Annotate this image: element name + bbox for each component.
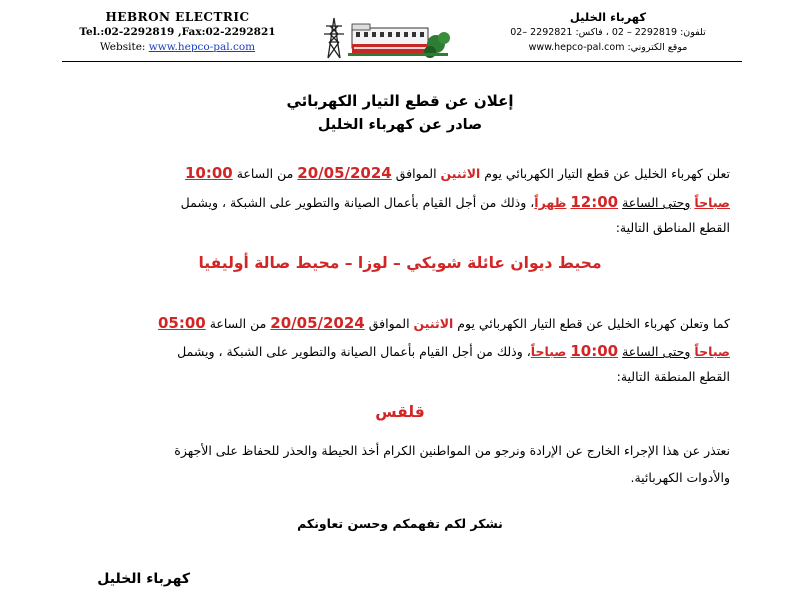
p2-mid: الموافق	[368, 316, 410, 331]
p1-until: وحتى الساعة	[622, 195, 691, 210]
p1-reason: ، وذلك من أجل القيام بأعمال الصيانة والتطوير على الشبكة ، ويشمل	[180, 195, 535, 210]
p2-intro: كما وتعلن كهرباء الخليل عن قطع التيار الكهربائي يوم	[457, 316, 730, 331]
p2-day: الاثنين	[413, 316, 454, 331]
p1-date: 20/05/2024	[297, 164, 392, 182]
notice-subtitle: صادر عن كهرباء الخليل	[317, 117, 483, 133]
p2-until: وحتى الساعة	[622, 344, 691, 359]
website-line-en	[70, 40, 285, 55]
p2-from: من الساعة	[209, 316, 267, 331]
p1-start-time: 10:00	[184, 164, 233, 182]
website-label-en: Website:	[99, 41, 146, 53]
thanks-line: نشكر لكم تفهمكم وحسن تعاونكم	[297, 516, 503, 531]
p2-areas: قلقس	[375, 403, 425, 421]
p2-date: 20/05/2024	[270, 314, 365, 332]
company-name-en: HEBRON ELECTRIC	[105, 10, 250, 24]
letterhead-divider	[62, 61, 742, 62]
website-line-ar	[478, 40, 738, 55]
contact-numbers-ar: تلفون: 2292819 – 02 ، فاكس: 2292821 –02	[510, 27, 706, 38]
signature: كهرباء الخليل	[97, 571, 190, 587]
website-label-ar: موقع الكتروني:	[627, 42, 688, 53]
p1-mid: الموافق	[395, 166, 437, 181]
p2-start-time: 05:00	[157, 314, 206, 332]
p1-start-period: صباحاً	[694, 195, 730, 210]
apology-line-1: نعتذر عن هذا الإجراء الخارج عن الإرادة ونرجو من المواطنين الكرام أخذ الحيطة والحذر للحفاظ على الأجهزة	[174, 443, 730, 458]
p1-line-3: القطع المناطق التالية:	[615, 220, 730, 235]
p1-day: الاثنين	[440, 166, 481, 181]
letterhead-english	[70, 10, 285, 55]
p1-end-period: ظهراً	[534, 195, 567, 210]
contact-numbers-en: Tel.:02-2292819 ,Fax:02-2292821	[79, 26, 276, 38]
p1-line-2	[60, 193, 730, 211]
p2-line-1	[60, 314, 730, 332]
hepco-logo-icon	[318, 14, 458, 60]
p2-end-period: صباحاً	[530, 344, 567, 359]
p2-line-3: القطع المنطقة التالية:	[616, 369, 730, 384]
p2-end-time: 10:00	[570, 342, 619, 360]
p2-line-2	[60, 342, 730, 360]
p1-from: من الساعة	[236, 166, 294, 181]
p2-start-period: صباحاً	[694, 344, 730, 359]
apology-line-2: والأدوات الكهربائية.	[630, 470, 730, 485]
letterhead-arabic	[478, 10, 738, 55]
p1-intro: تعلن كهرباء الخليل عن قطع التيار الكهربائي يوم	[484, 166, 730, 181]
website-link-en[interactable]: www.hepco-pal.com	[148, 41, 256, 53]
company-name-ar: كهرباء الخليل	[569, 10, 647, 24]
p1-end-time: 12:00	[570, 193, 619, 211]
website-link-ar[interactable]: www.hepco-pal.com	[528, 42, 625, 53]
p1-areas: محيط ديوان عائلة شويكي – لوزا – محيط صالة أوليفيا	[198, 254, 602, 272]
p1-line-1	[60, 164, 730, 182]
notice-title: إعلان عن قطع التيار الكهربائي	[286, 92, 514, 110]
p2-reason: ، وذلك من أجل القيام بأعمال الصيانة والتطوير على الشبكة ، ويشمل	[177, 344, 531, 359]
